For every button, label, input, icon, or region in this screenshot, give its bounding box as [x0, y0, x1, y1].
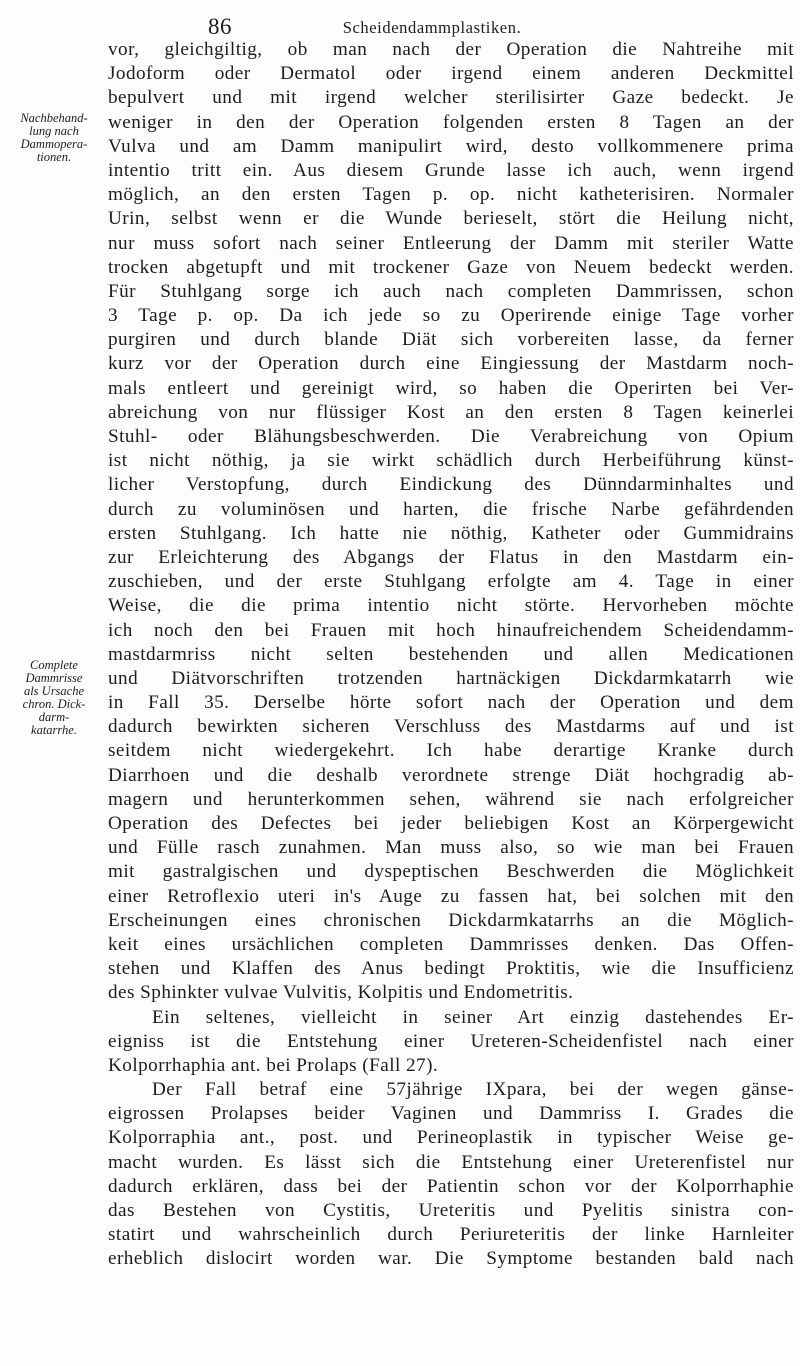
text-line: Erscheinungen eines chronischen Dickdarmkatarrhs an die Möglich-	[108, 909, 794, 931]
margin-note-line: Dammrisse	[25, 671, 83, 685]
margin-note-nachbehandlung	[4, 112, 104, 164]
text-line: Kolporrhaphia ant. bei Prolaps (Fall 27).	[108, 1054, 439, 1076]
margin-notes	[0, 0, 106, 1366]
text-line: einer Retroflexio uteri in's Auge zu fassen hat, bei solchen mit den	[108, 885, 794, 907]
text-line: Ein seltenes, vielleicht in seiner Art einzig dastehendes Er-	[152, 1006, 794, 1028]
text-line: Diarrhoen und die deshalb verordnete strenge Diät hochgradig ab-	[108, 764, 794, 786]
text-line: zur Erleichterung des Abgangs der Flatus in den Mastdarm ein-	[108, 546, 794, 568]
text-line: weniger in den der Operation folgenden ersten 8 Tagen an der	[108, 111, 794, 133]
text-line: und Diätvorschriften trotzenden hartnäckigen Dickdarmkatarrh wie	[108, 667, 794, 689]
page-header	[0, 8, 800, 42]
margin-note-line: darm-	[38, 710, 70, 724]
text-line: dadurch erklären, dass bei der Patientin schon vor der Kolporrhaphie	[108, 1175, 794, 1197]
text-line: und Fülle rasch zunahmen. Man muss also, so wie man bei Frauen	[108, 837, 794, 859]
text-line: Kolporraphia ant., post. und Perineoplastik in typischer Weise ge-	[108, 1127, 794, 1149]
text-line: in Fall 35. Derselbe hörte sofort nach der Operation und dem	[108, 692, 794, 714]
text-line: zuschieben, und der erste Stuhlgang erfolgte am 4. Tage in einer	[108, 571, 794, 593]
text-line: magern und herunterkommen sehen, während sie nach erfolgreicher	[108, 788, 794, 810]
text-line: nur muss sofort nach seiner Entleerung der Damm mit steriler Watte	[108, 232, 794, 254]
text-line: ersten Stuhlgang. Ich hatte nie nöthig, Katheter oder Gummidrains	[108, 522, 794, 544]
text-line: Operation des Defectes bei jeder beliebigen Kost an Körpergewicht	[108, 813, 794, 834]
text-line: des Sphinkter vulvae Vulvitis, Kolpitis und Endometritis.	[108, 982, 574, 1004]
text-line: ist nicht nöthig, ja sie wirkt schädlich durch Herbeiführung künst-	[108, 450, 794, 472]
text-line: trocken abgetupft und mit trockener Gaze von Neuem bedeckt werden.	[108, 256, 794, 278]
text-line: intentio tritt ein. Aus diesem Grunde lasse ich auch, wenn irgend	[108, 159, 794, 181]
page-number: 86	[208, 14, 232, 39]
text-line: bepulvert und mit irgend welcher sterilisirter Gaze bedeckt. Je	[108, 87, 794, 109]
text-line: seitdem nicht wiedergekehrt. Ich habe derartige Kranke durch	[108, 740, 794, 762]
text-line: mals entleert und gereinigt wird, so haben die Operirten bei Ver-	[108, 377, 794, 399]
margin-note-line: als Ursache	[23, 684, 85, 698]
text-line: ich noch den bei Frauen mit hoch hinaufreichendem Scheidendamm-	[108, 619, 794, 641]
text-line: 3 Tage p. op. Da ich jede so zu Operirende einige Tage vorher	[108, 305, 794, 327]
text-line: keit eines ursächlichen completen Dammrisses denken. Das Offen-	[108, 933, 794, 955]
text-line: das Bestehen von Cystitis, Ureteritis und Pyelitis sinistra con-	[108, 1200, 794, 1221]
text-line: mastdarmriss nicht selten bestehenden und allen Medicationen	[108, 643, 794, 665]
margin-note-complete-dammrisse	[4, 659, 104, 737]
text-line: Weise, die die prima intentio nicht störte. Hervorheben möchte	[108, 595, 794, 617]
margin-note-line: Nachbehand-	[20, 111, 88, 125]
text-line: eigrossen Prolapses beider Vaginen und Dammriss I. Grades die	[108, 1103, 794, 1125]
text-line: erheblich dislocirt worden war. Die Symptome bestanden bald nach	[108, 1248, 794, 1270]
text-line: mit gastralgischen und dyspeptischen Beschwerden die Möglichkeit	[108, 861, 794, 883]
margin-note-line: katarrhe.	[31, 723, 77, 737]
text-line: dadurch bewirkten sicheren Verschluss des Mastdarms auf und ist	[108, 716, 794, 738]
running-title: Scheidendammplastiken.	[342, 18, 522, 37]
text-line: statirt und wahrscheinlich durch Periureteritis der linke Harnleiter	[108, 1224, 794, 1246]
text-line: Vulva und am Damm manipulirt wird, desto vollkommenere prima	[108, 135, 794, 157]
margin-note-line: chron. Dick-	[22, 697, 86, 711]
text-line: macht wurden. Es lässt sich die Entstehung einer Ureterenfistel nur	[108, 1151, 794, 1173]
margin-note-line: lung nach	[29, 124, 79, 138]
margin-note-line: Dammopera-	[20, 137, 88, 151]
text-line: licher Verstopfung, durch Eindickung des Dünndarminhaltes und	[108, 474, 794, 496]
text-line: Der Fall betraf eine 57jährige IXpara, bei der wegen gänse-	[152, 1079, 794, 1101]
text-line: durch zu voluminösen und harten, die frische Narbe gefährdenden	[108, 498, 794, 520]
text-line: Urin, selbst wenn er die Wunde berieselt, stört die Heilung nicht,	[108, 208, 794, 230]
text-line: Jodoform oder Dermatol oder irgend einem anderen Deckmittel	[108, 63, 794, 85]
text-line: stehen und Klaffen des Anus bedingt Proktitis, wie die Insufficienz	[108, 958, 794, 980]
text-line: kurz vor der Operation durch eine Eingiessung der Mastdarm noch-	[108, 353, 794, 375]
text-line: purgiren und durch blande Diät sich vorbereiten lasse, da ferner	[108, 329, 794, 351]
body-text	[108, 38, 794, 1272]
margin-note-line: tionen.	[36, 150, 72, 164]
text-line: Stuhl- oder Blähungsbeschwerden. Die Verabreichung von Opium	[108, 426, 794, 447]
margin-note-line: Complete	[30, 658, 78, 672]
text-line: möglich, an den ersten Tagen p. op. nicht katheterisiren. Normaler	[108, 184, 794, 206]
text-line: Für Stuhlgang sorge ich auch nach completen Dammrissen, schon	[108, 280, 794, 302]
text-line: vor, gleichgiltig, ob man nach der Operation die Nahtreihe mit	[108, 39, 794, 60]
text-line: abreichung von nur flüssiger Kost an den ersten 8 Tagen keinerlei	[108, 401, 794, 423]
text-line: eigniss ist die Entstehung einer Ureteren-Scheidenfistel nach einer	[108, 1030, 794, 1052]
